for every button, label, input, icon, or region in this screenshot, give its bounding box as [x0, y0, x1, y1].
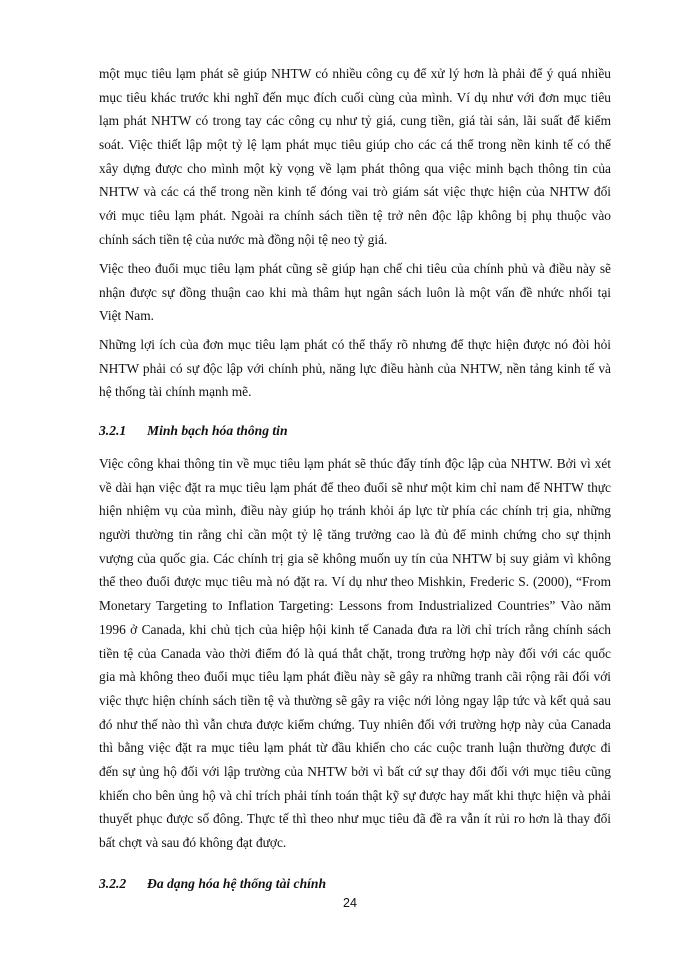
- page-number: 24: [343, 896, 357, 910]
- section-title: Đa dạng hóa hệ thống tài chính: [147, 876, 327, 891]
- paragraph-benefits-requirements: [99, 333, 611, 404]
- text-line: một mục tiêu lạm phát sẽ giúp NHTW có nhiều công cụ để xử lý hơn là phải để ý quá nhiều: [99, 66, 611, 81]
- text-line: Việt Nam.: [99, 308, 154, 324]
- text-line: tiền tệ của Canada vào thời điểm đó là quá thắt chặt, trong trường hợp này đối với các quốc: [99, 645, 611, 661]
- section-heading-3-2-1: [99, 423, 611, 445]
- text-line: thuyết phục được số đông. Thực tế thì theo như mục tiêu đã đề ra vẫn ít rủi ro hơn là thay đổi: [99, 811, 611, 827]
- section-title: Minh bạch hóa thông tin: [147, 423, 288, 438]
- text-line: đó như thế nào thì vẫn chưa được kiểm chứng. Tuy nhiên đối với trường hợp này của Canada: [99, 716, 611, 732]
- text-line: Việc công khai thông tin về mục tiêu lạm phát sẽ thúc đẩy tính độc lập của NHTW. Bởi vì xét: [99, 456, 611, 471]
- text-line: khiến cho bên ủng hộ và chỉ trích phải tính toán thật kỹ sự được hay mất khi thực hiện và phải: [99, 787, 611, 803]
- text-line: 1996 ở Canada, khi chủ tịch của hiệp hội kinh tế Canada đưa ra lời chỉ trích rằng chính sách: [99, 621, 611, 637]
- text-line: xây dựng được cho mình một kỳ vọng về lạm phát thông qua việc minh bạch thông tin của: [99, 160, 611, 176]
- text-line: thể theo đuổi được mục tiêu mà nó đặt ra. Ví dụ như theo Mishkin, Frederic S. (2000), “From: [99, 574, 611, 590]
- text-line: mục tiêu khác trước khi nghĩ đến mục đích cuối cùng của mình. Ví dụ như với đơn mục tiêu: [99, 89, 611, 105]
- text-line: Việc theo đuổi mục tiêu lạm phát cũng sẽ giúp hạn chế chi tiêu của chính phủ và điều này sẽ: [99, 261, 611, 276]
- text-line: lạm phát NHTW có trong tay các công cụ như tỷ giá, cung tiền, giá tài sản, lãi suất để kiểm: [99, 113, 611, 129]
- text-line: việc thực hiện chính sách tiền tệ và thường sẽ gây ra việc nới lỏng ngay lập tức và kết quả sau: [99, 692, 611, 708]
- paragraph-transparency: [99, 452, 611, 855]
- text-line: vượng của quốc gia. Các chính trị gia sẽ không muốn uy tín của NHTW bị suy giảm vì không: [99, 550, 611, 566]
- section-number: 3.2.2: [99, 876, 127, 891]
- text-line: Những lợi ích của đơn mục tiêu lạm phát có thể thấy rõ nhưng để thực hiện được nó đòi hỏi: [99, 337, 611, 352]
- section-number: 3.2.1: [99, 423, 127, 438]
- section-heading-3-2-2: [99, 876, 611, 898]
- text-line: gia mà không theo đuổi mục tiêu lạm phát điều này sẽ gây ra những tranh cãi rộng rãi đối với: [99, 669, 611, 685]
- text-line: soát. Việc thiết lập một tỷ lệ lạm phát mục tiêu giúp cho các cá thể trong nền kinh tế có thể: [99, 137, 611, 153]
- text-line: bất chợt và sau đó không đạt được.: [99, 835, 287, 850]
- text-line: NHTW phải có sự độc lập với chính phủ, năng lực điều hành của NHTW, nền tảng kinh tế và: [99, 360, 611, 376]
- paragraph-inflation-targeting-tools: [99, 62, 611, 252]
- text-line: người thường tin rằng chỉ cần một tỷ lệ tăng trưởng cao là đủ để minh chứng cho sự thịnh: [99, 527, 611, 543]
- text-line: NHTW và các cá thể trong nền kinh tế đóng vai trò giám sát việc thực hiện của NHTW đối: [99, 184, 611, 200]
- text-line: hiện nhiệm vụ của mình, điều này giúp họ tránh khỏi áp lực từ phía các chính trị gia, những: [99, 503, 611, 519]
- text-line: chính sách tiền tệ của nước mà đồng nội tệ neo tỷ giá.: [99, 231, 388, 247]
- paragraph-government-spending: [99, 257, 611, 328]
- text-line: thì bằng việc đặt ra mục tiêu lạm phát từ đầu khiến cho các cuộc tranh luận thường được đi: [99, 740, 611, 756]
- text-line: hệ thống tài chính mạnh mẽ.: [99, 384, 252, 400]
- text-line: Monetary Targeting to Inflation Targeting: Lessons from Industrialized Countries” Vào năm: [99, 598, 611, 614]
- text-line: nhận được sự đồng thuận cao khi mà thâm hụt ngân sách luôn là một vấn đề nhức nhối tại: [99, 284, 611, 300]
- text-line: về dài hạn việc đặt ra mục tiêu lạm phát để theo đuổi sẽ như một kim chỉ nam để NHTW thực: [99, 479, 611, 495]
- text-line: với mục tiêu lạm phát. Ngoài ra chính sách tiền tệ trở nên độc lập không bị phụ thuộc vào: [99, 208, 611, 224]
- text-line: đến sự ủng hộ đối với lập trường của NHTW bởi vì bất cứ sự thay đổi đối với mục tiêu cũng: [99, 763, 611, 779]
